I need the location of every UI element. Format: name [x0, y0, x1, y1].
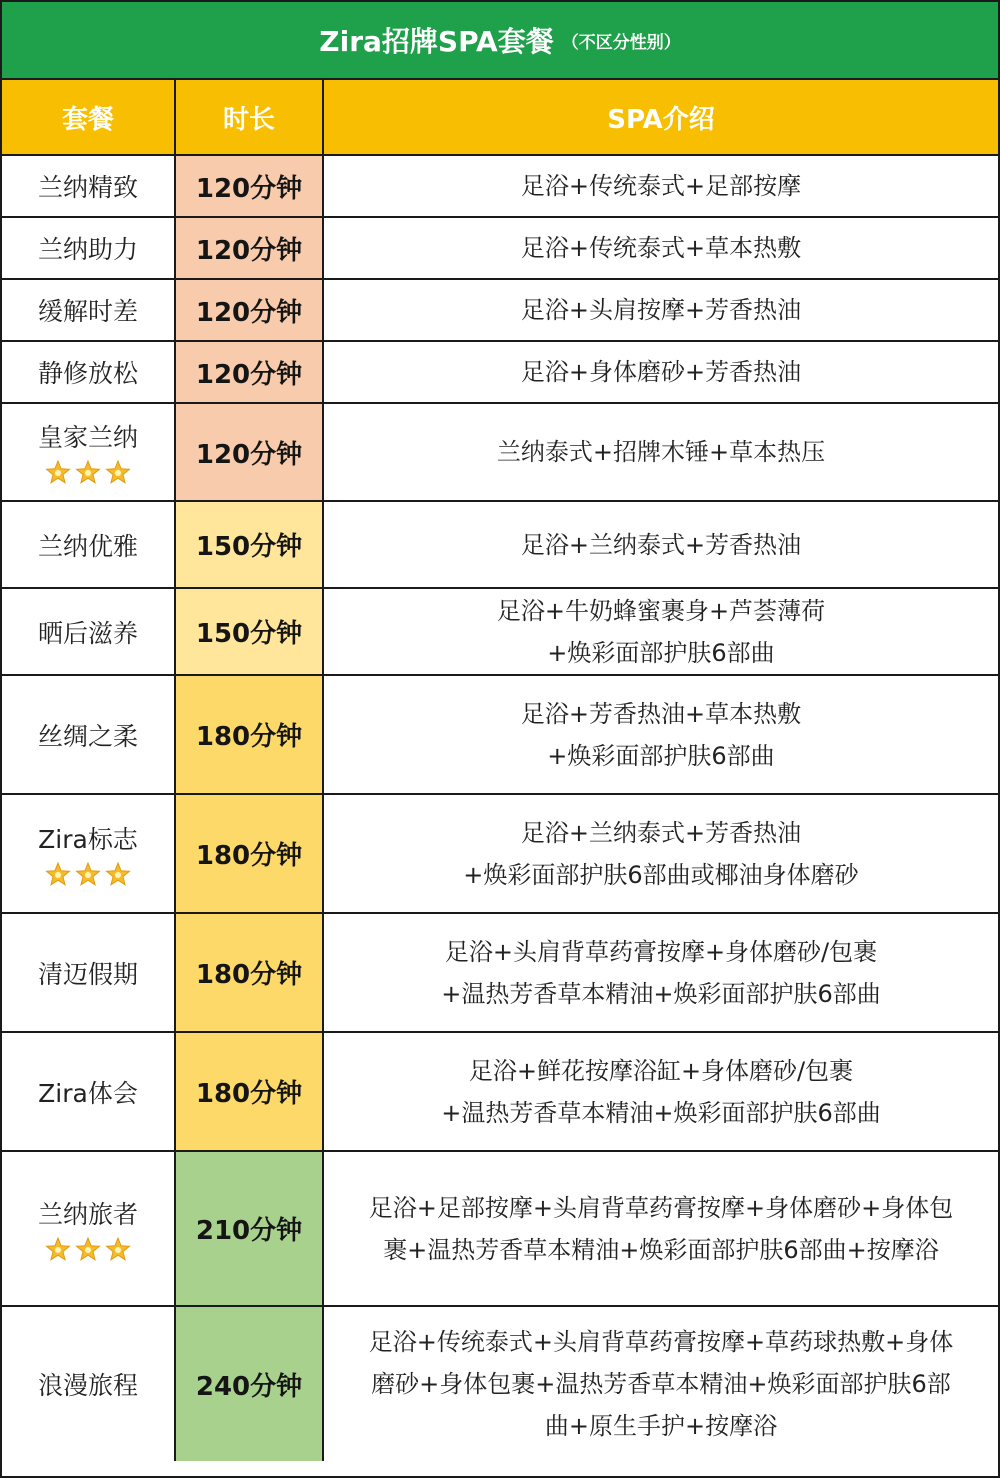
- star-icon: [45, 460, 71, 486]
- duration-cell: 120分钟: [176, 404, 324, 500]
- intro-cell: [324, 795, 998, 912]
- package-name: 丝绸之柔: [37, 721, 138, 751]
- package-name: 兰纳精致: [37, 173, 138, 202]
- package-name: 缓解时差: [37, 297, 138, 326]
- star-icon: [45, 862, 71, 888]
- page-title: Zira招牌SPA套餐: [319, 25, 554, 58]
- table-row: [2, 1307, 998, 1461]
- star-rating: [43, 1237, 133, 1263]
- duration-cell: 120分钟: [176, 156, 324, 216]
- header-duration: 时长: [176, 80, 324, 154]
- package-name-cell: [2, 1152, 176, 1305]
- package-name-cell: [2, 404, 176, 500]
- package-name-cell: [2, 1033, 176, 1150]
- star-icon: [105, 460, 131, 486]
- table-header: [2, 80, 998, 156]
- star-icon: [75, 1237, 101, 1263]
- table-row: [2, 502, 998, 589]
- table-row: [2, 342, 998, 404]
- table-row: [2, 156, 998, 218]
- intro-line: 足浴+兰纳泰式+芳香热油: [520, 818, 802, 847]
- package-name-cell: [2, 589, 176, 674]
- intro-cell: [324, 404, 998, 500]
- table-row: [2, 795, 998, 914]
- intro-cell: [324, 218, 998, 278]
- star-rating: [43, 862, 133, 888]
- package-name: Zira体会: [38, 1078, 138, 1108]
- table-row: [2, 676, 998, 795]
- duration-cell: 180分钟: [176, 914, 324, 1031]
- intro-line: 足浴+传统泰式+草本热敷: [520, 234, 802, 262]
- intro-line: +焕彩面部护肤6部曲: [547, 638, 775, 667]
- duration-cell: 210分钟: [176, 1152, 324, 1305]
- duration-cell: 180分钟: [176, 1033, 324, 1150]
- duration-cell: 150分钟: [176, 502, 324, 587]
- package-name-cell: [2, 342, 176, 402]
- title-bar: [2, 2, 998, 80]
- intro-line: 足浴+鲜花按摩浴缸+身体磨砂/包裹: [468, 1056, 854, 1085]
- table-row: [2, 280, 998, 342]
- package-name: Zira标志: [38, 824, 138, 854]
- intro-line: +温热芳香草本精油+焕彩面部护肤6部曲: [441, 1098, 881, 1127]
- intro-cell: [324, 342, 998, 402]
- intro-line: 足浴+头肩背草药膏按摩+身体磨砂/包裹: [444, 937, 878, 966]
- header-package: 套餐: [2, 80, 176, 154]
- package-name: 晒后滋养: [37, 618, 138, 648]
- package-name-cell: [2, 914, 176, 1031]
- intro-line: 足浴+传统泰式+头肩背草药膏按摩+草药球热敷+身体: [368, 1328, 954, 1356]
- star-icon: [105, 1237, 131, 1263]
- package-name-cell: [2, 502, 176, 587]
- duration-cell: 240分钟: [176, 1307, 324, 1461]
- intro-line: 足浴+足部按摩+头肩背草药膏按摩+身体磨砂+身体包: [368, 1193, 954, 1222]
- duration-cell: 150分钟: [176, 589, 324, 674]
- intro-cell: [324, 156, 998, 216]
- package-name-cell: [2, 1307, 176, 1461]
- intro-line: +温热芳香草本精油+焕彩面部护肤6部曲: [441, 979, 881, 1008]
- package-name-cell: [2, 676, 176, 793]
- star-icon: [105, 862, 131, 888]
- package-name-cell: [2, 280, 176, 340]
- header-intro: SPA介绍: [607, 104, 715, 135]
- intro-line: 足浴+芳香热油+草本热敷: [520, 699, 802, 728]
- package-name-cell: [2, 218, 176, 278]
- duration-cell: 180分钟: [176, 795, 324, 912]
- intro-cell: [324, 589, 998, 674]
- star-rating: [43, 460, 133, 486]
- star-icon: [45, 1237, 71, 1263]
- package-name: 静修放松: [37, 359, 138, 388]
- package-name: 皇家兰纳: [37, 423, 138, 452]
- intro-line: 足浴+传统泰式+足部按摩: [520, 172, 802, 200]
- duration-cell: 180分钟: [176, 676, 324, 793]
- intro-cell: [324, 676, 998, 793]
- star-icon: [75, 862, 101, 888]
- intro-cell: [324, 1033, 998, 1150]
- package-name: 兰纳旅者: [37, 1199, 138, 1229]
- table-row: [2, 404, 998, 502]
- intro-line: +焕彩面部护肤6部曲: [547, 741, 775, 770]
- table-body: [2, 156, 998, 1461]
- duration-cell: 120分钟: [176, 218, 324, 278]
- star-icon: [75, 460, 101, 486]
- package-name: 清迈假期: [37, 959, 138, 989]
- package-name-cell: [2, 156, 176, 216]
- intro-cell: [324, 914, 998, 1031]
- intro-line: 足浴+兰纳泰式+芳香热油: [520, 530, 802, 559]
- duration-cell: 120分钟: [176, 280, 324, 340]
- intro-line: 兰纳泰式+招牌木锤+草本热压: [496, 438, 826, 466]
- intro-cell: [324, 502, 998, 587]
- table-row: [2, 589, 998, 676]
- table-row: [2, 1152, 998, 1307]
- title-note: （不区分性别）: [561, 32, 681, 53]
- intro-line: 足浴+身体磨砂+芳香热油: [520, 358, 802, 386]
- table-row: [2, 914, 998, 1033]
- intro-line: 磨砂+身体包裹+温热芳香草本精油+焕彩面部护肤6部: [371, 1370, 951, 1398]
- intro-cell: [324, 1152, 998, 1305]
- package-name: 兰纳助力: [37, 235, 138, 264]
- duration-cell: 120分钟: [176, 342, 324, 402]
- intro-cell: [324, 280, 998, 340]
- table-row: [2, 1033, 998, 1152]
- intro-line: 足浴+头肩按摩+芳香热油: [520, 296, 802, 324]
- table-row: [2, 218, 998, 280]
- intro-line: 裹+温热芳香草本精油+焕彩面部护肤6部曲+按摩浴: [383, 1235, 939, 1264]
- package-name: 浪漫旅程: [37, 1371, 138, 1400]
- package-name: 兰纳优雅: [37, 531, 138, 561]
- intro-line: 足浴+牛奶蜂蜜裹身+芦荟薄荷: [496, 596, 826, 625]
- package-name-cell: [2, 795, 176, 912]
- intro-line: +焕彩面部护肤6部曲或椰油身体磨砂: [463, 860, 859, 889]
- intro-line: 曲+原生手护+按摩浴: [544, 1412, 778, 1440]
- intro-cell: [324, 1307, 998, 1461]
